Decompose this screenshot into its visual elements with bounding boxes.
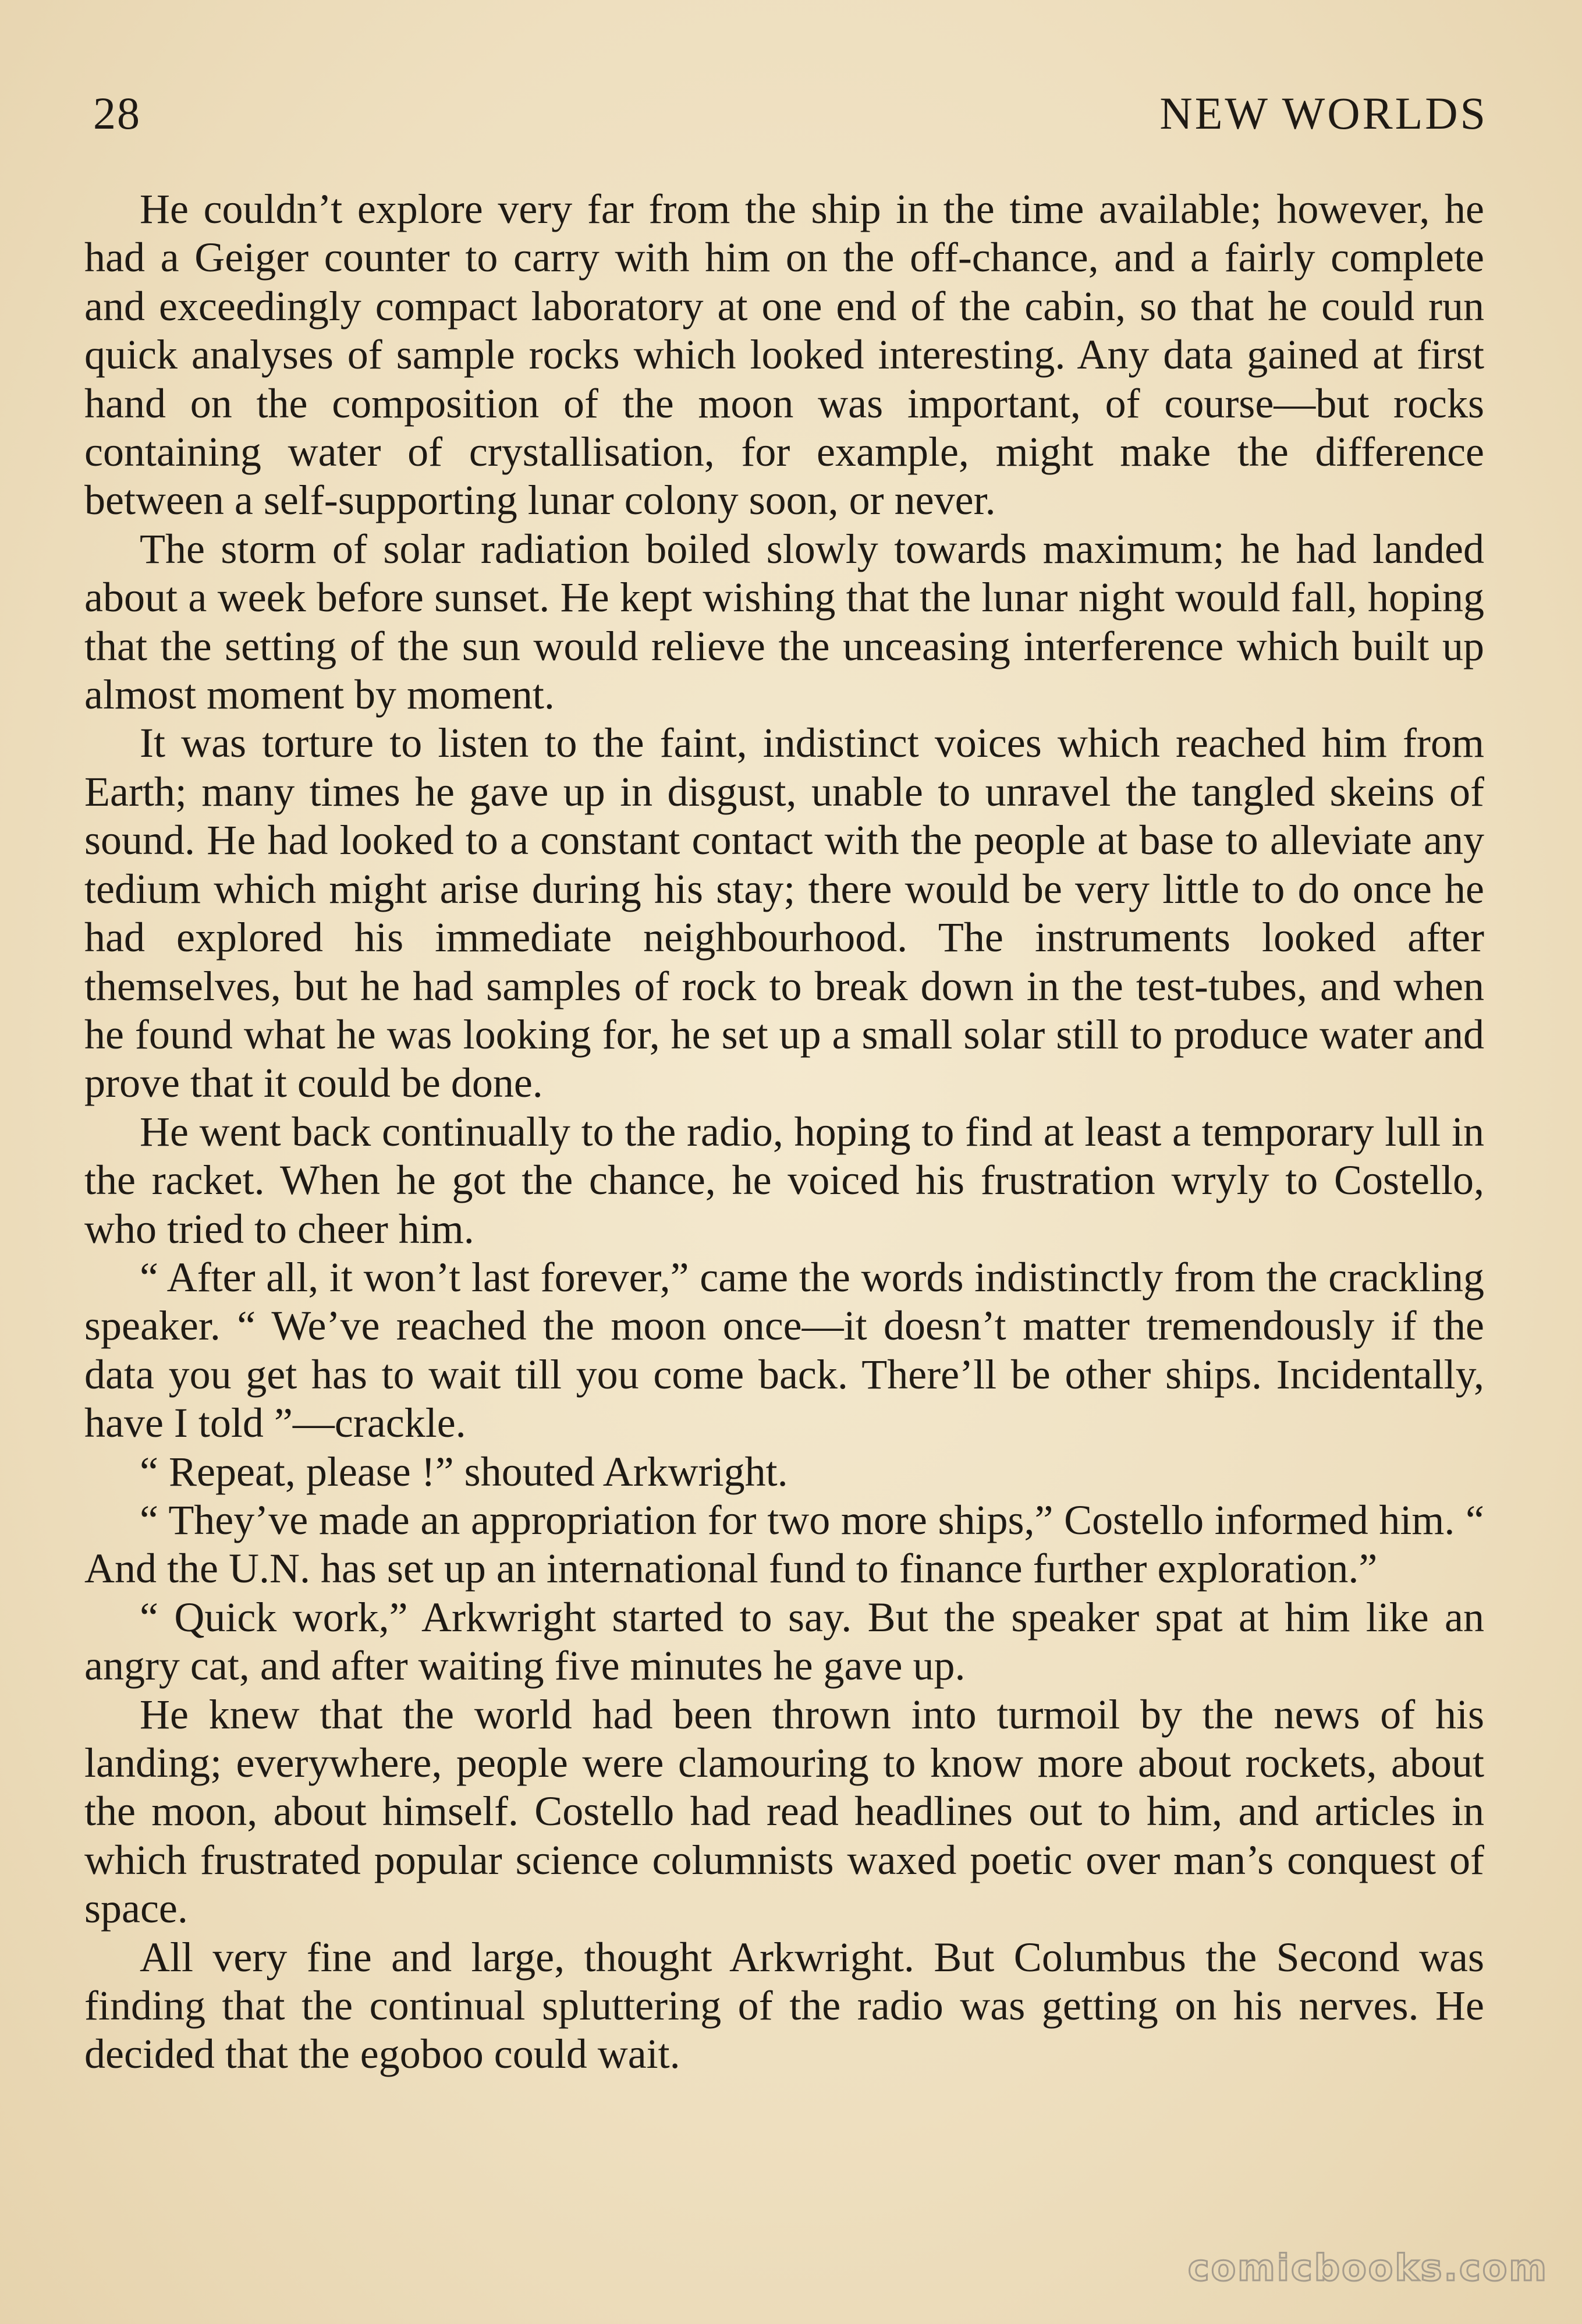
paragraph-9: He knew that the world had been thrown into turmoil by the news of his landing; everywhere, people were clamouring to know more about rockets, about the moon, about himself. Costello had read headlines out to him, and articles in which frustrated popular science columnists waxed poetic over man’s conquest of space. [84, 1691, 1484, 1932]
paragraph-6: “ Repeat, please !” shouted Arkwright. [140, 1448, 788, 1495]
paragraph-4: He went back continually to the radio, hoping to find at least a temporary lull in the racket. When he got the chance, he voiced his frustration wryly to Costello, who tried to cheer him. [84, 1108, 1484, 1252]
running-title: NEW WORLDS [1159, 88, 1488, 139]
watermark: comicbooks.com [1187, 2247, 1548, 2289]
paragraph-8: “ Quick work,” Arkwright started to say. But the speaker spat at him like an angry cat, and after waiting five minutes he gave up. [84, 1593, 1484, 1689]
body-text [84, 185, 1484, 2079]
page-number: 28 [93, 88, 141, 139]
paragraph-1: He couldn’t explore very far from the ship in the time available; however, he had a Geiger counter to carry with him on the off-chance, and a fairly complete and exceedingly compact laboratory at one end of the cabin, so that he could run quick analyses of sample rocks which looked interesting. Any data gained at first hand on the composition of the moon was important, of course—but rocks containing water of crystallisation, for example, might make the difference between a self-supporting lunar colony soon, or never. [84, 186, 1484, 524]
paragraph-2: The storm of solar radiation boiled slowly towards maximum; he had landed about a week before sunset. He kept wishing that the lunar night would fall, hoping that the setting of the sun would relieve the unceasing interference which built up almost moment by moment. [84, 525, 1484, 718]
paragraph-7: “ They’ve made an appropriation for two more ships,” Costello informed him. “ And the U.N. has set up an international fund to finance further exploration.” [84, 1496, 1484, 1592]
paragraph-10: All very fine and large, thought Arkwright. But Columbus the Second was finding that the continual spluttering of the radio was getting on his nerves. He decided that the egoboo could wait. [84, 1933, 1484, 2078]
paragraph-3: It was torture to listen to the faint, indistinct voices which reached him from Earth; many times he gave up in disgust, unable to unravel the tangled skeins of sound. He had looked to a constant contact with the people at base to alleviate any tedium which might arise during his stay; there would be very little to do once he had explored his immediate neighbourhood. The instruments looked after themselves, but he had samples of rock to break down in the test-tubes, and when he found what he was looking for, he set up a small solar still to produce water and prove that it could be done. [84, 720, 1484, 1107]
paragraph-5: “ After all, it won’t last forever,” came the words indistinctly from the crackling speaker. “ We’ve reached the moon once—it doesn’t matter tremendously if the data you get has to wait till you come back. There’ll be other ships. Incidentally, have I told ”—crackle. [84, 1253, 1484, 1447]
running-head [93, 87, 1488, 151]
